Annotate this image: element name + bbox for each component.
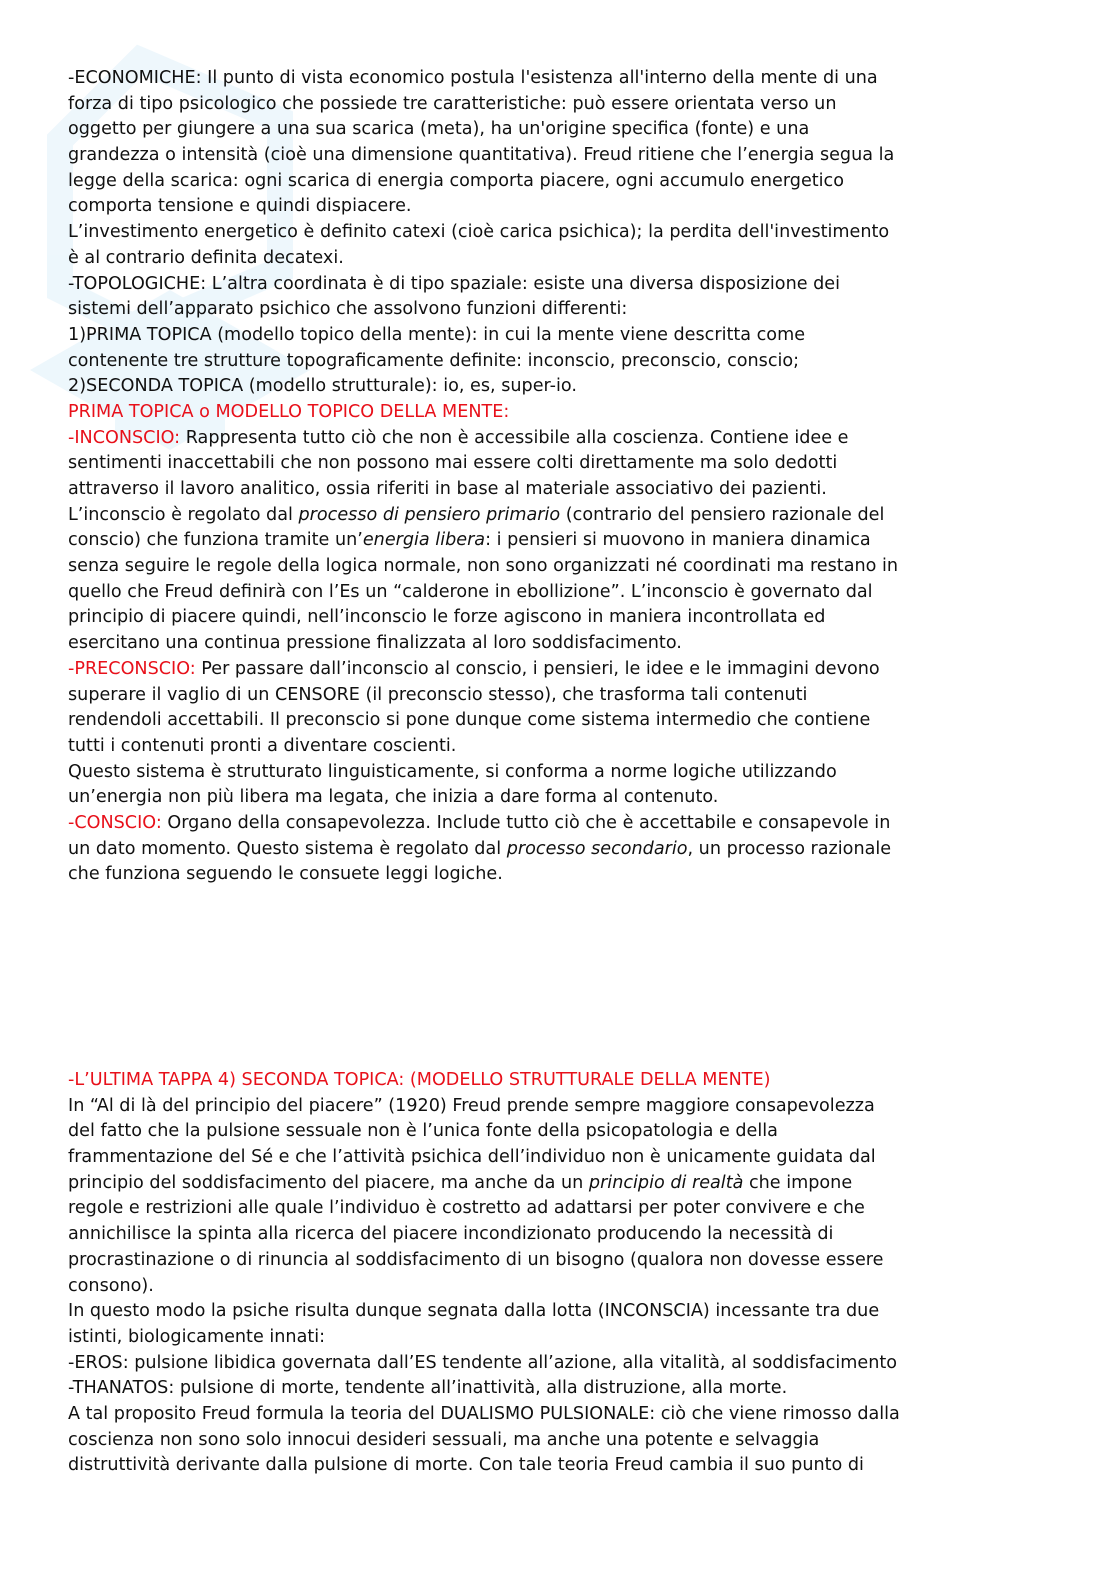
seconda-topica-section: [68, 1094, 1048, 1479]
text-line: forza di tipo psicologico che possiede tre caratteristiche: può essere orientata verso un: [68, 93, 837, 114]
text-line: -ECONOMICHE: Il punto di vista economico postula l'esistenza all'interno della mente di una: [68, 68, 878, 88]
text-line: legge della scarica: ogni scarica di energia comporta piacere, ogni accumulo energetico: [68, 170, 844, 191]
text-line: annichilisce la spinta alla ricerca del piacere incondizionato producendo la necessità di: [68, 1224, 834, 1245]
text-line: superare il vaglio di un CENSORE (il preconscio stesso), che trasforma tali contenuti: [68, 684, 808, 705]
text-line: procrastinazione o di rinuncia al soddisfacimento di un bisogno (qualora non dovesse essere: [68, 1249, 884, 1270]
text-line: senza seguire le regole della logica normale, non sono organizzati né coordinati ma restano in: [68, 556, 899, 577]
text-line: Questo sistema è strutturato linguisticamente, si conforma a norme logiche utilizzando: [68, 761, 837, 782]
text-line: grandezza o intensità (cioè una dimensione quantitativa). Freud ritiene che l’energia segua la: [68, 145, 895, 166]
text-span: che impone: [743, 1172, 853, 1193]
seconda-topica-heading: -L’ULTIMA TAPPA 4) SECONDA TOPICA: (MODELLO STRUTTURALE DELLA MENTE): [68, 1070, 771, 1090]
economiche-section: [68, 66, 1048, 400]
text-span: Per passare dall’inconscio al conscio, i pensieri, le idee e le immagini devono: [195, 658, 880, 679]
text-line: principio di piacere quindi, nell’inconscio le forze agiscono in maniera incontrollata ed: [68, 607, 826, 628]
prima-topica-heading: PRIMA TOPICA o MODELLO TOPICO DELLA MENTE:: [68, 401, 510, 422]
text-line: oggetto per giungere a una sua scarica (meta), ha un'origine specifica (fonte) e una: [68, 119, 810, 140]
text-span: principio del soddisfacimento del piacere, ma anche da un: [68, 1172, 589, 1193]
text-span: , un processo razionale: [687, 838, 892, 859]
emphasis-text: energia libera: [362, 530, 486, 551]
text-line: sentimenti inaccettabili che non possono mai essere colti direttamente ma solo dedotti: [68, 453, 838, 474]
text-line: del fatto che la pulsione sessuale non è l’unica fonte della psicopatologia e della: [68, 1121, 778, 1142]
text-line: che funziona seguendo le consuete leggi logiche.: [68, 864, 503, 885]
text-line: un’energia non più libera ma legata, che inizia a dare forma al contenuto.: [68, 787, 719, 808]
text-line: istinti, biologicamente innati:: [68, 1326, 326, 1347]
emphasis-text: processo secondario: [506, 838, 688, 859]
text-span: Organo della consapevolezza. Include tutto ciò che è accettabile e consapevole in: [161, 812, 891, 833]
preconscio-label: -PRECONSCIO:: [68, 658, 196, 679]
text-line: In questo modo la psiche risulta dunque segnata dalla lotta (INCONSCIA) incessante tra due: [68, 1301, 880, 1322]
text-line: -TOPOLOGICHE: L’altra coordinata è di tipo spaziale: esiste una diversa disposizione dei: [68, 273, 841, 294]
text-line: 2)SECONDA TOPICA (modello strutturale): io, es, super-io.: [68, 376, 577, 397]
text-line: regole e restrizioni alle quale l’individuo è costretto ad adattarsi per poter convivere e che: [68, 1198, 865, 1219]
text-line: -THANATOS: pulsione di morte, tendente all’inattività, alla distruzione, alla morte.: [68, 1378, 788, 1399]
text-line: comporta tensione e quindi dispiacere.: [68, 196, 412, 217]
text-line: tutti i contenuti pronti a diventare coscienti.: [68, 735, 457, 756]
inconscio-section: [68, 426, 1048, 657]
document-body: [68, 66, 1048, 1479]
text-line: è al contrario definita decatexi.: [68, 247, 344, 268]
emphasis-text: processo di pensiero primario: [298, 504, 561, 525]
text-line: rendendoli accettabili. Il preconscio si pone dunque come sistema intermedio che contiene: [68, 710, 871, 731]
text-span: L’inconscio è regolato dal: [68, 504, 299, 525]
text-line: esercitano una continua pressione finalizzata al loro soddisfacimento.: [68, 633, 682, 654]
text-span: conscio) che funziona tramite un’: [68, 530, 363, 551]
text-line: quello che Freud definirà con l’Es un “calderone in ebollizione”. L’inconscio è governato dal: [68, 581, 873, 602]
text-line: attraverso il lavoro analitico, ossia riferiti in base al materiale associativo dei pazienti.: [68, 479, 827, 499]
conscio-label: -CONSCIO:: [68, 812, 162, 833]
text-line: coscienza non sono solo innocui desideri sessuali, ma anche una potente e selvaggia: [68, 1429, 820, 1450]
text-line: L’investimento energetico è definito catexi (cioè carica psichica); la perdita dell'investimento: [68, 222, 890, 243]
text-line: A tal proposito Freud formula la teoria del DUALISMO PULSIONALE: ciò che viene rimosso dalla: [68, 1403, 900, 1424]
text-span: Rappresenta tutto ciò che non è accessibile alla coscienza. Contiene idee e: [180, 427, 849, 448]
text-line: contenente tre strutture topograficamente definite: inconscio, preconscio, conscio;: [68, 350, 800, 371]
emphasis-text: principio di realtà: [588, 1172, 744, 1193]
text-line: frammentazione del Sé e che l’attività psichica dell’individuo non è unicamente guidata dal: [68, 1147, 876, 1168]
text-line: distruttività derivante dalla pulsione di morte. Con tale teoria Freud cambia il suo punto di: [68, 1455, 864, 1476]
text-span: un dato momento. Questo sistema è regolato dal: [68, 838, 507, 859]
text-line: In “Al di là del principio del piacere” (1920) Freud prende sempre maggiore consapevolezza: [68, 1095, 875, 1116]
text-span: : i pensieri si muovono in maniera dinamica: [485, 530, 871, 551]
text-line: 1)PRIMA TOPICA (modello topico della mente): in cui la mente viene descritta come: [68, 324, 806, 345]
text-line: sistemi dell’apparato psichico che assolvono funzioni differenti:: [68, 299, 628, 320]
preconscio-section: [68, 657, 1048, 811]
text-span: (contrario del pensiero razionale del: [560, 504, 885, 525]
text-line: -EROS: pulsione libidica governata dall’ES tendente all’azione, alla vitalità, al soddisfacimento: [68, 1352, 898, 1373]
inconscio-label: -INCONSCIO:: [68, 427, 181, 448]
text-line: consono).: [68, 1275, 154, 1296]
blank-space: [68, 888, 1048, 1068]
conscio-section: [68, 811, 1048, 888]
